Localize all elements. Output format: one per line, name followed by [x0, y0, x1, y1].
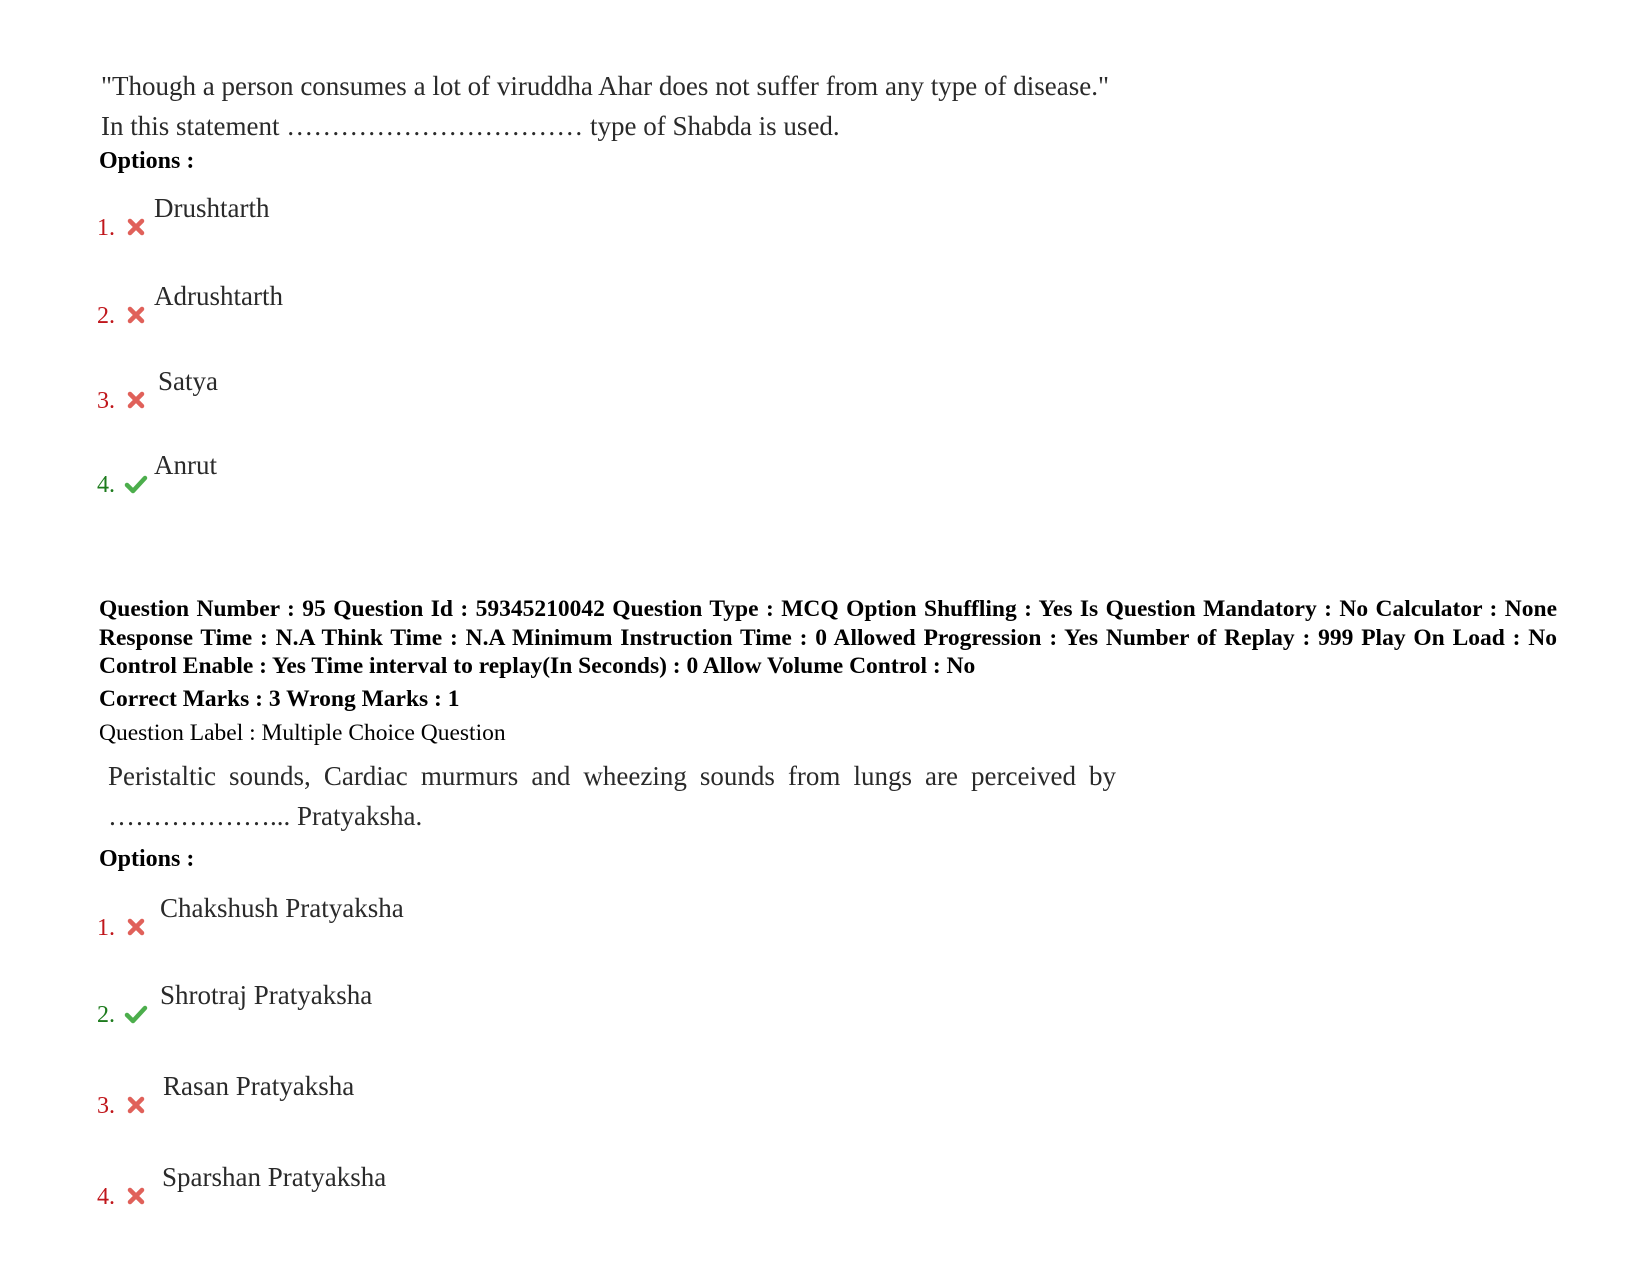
option-text: Chakshush Pratyaksha	[160, 893, 404, 923]
option-number: 4.	[97, 1184, 115, 1210]
marks-line: Correct Marks : 3 Wrong Marks : 1	[99, 686, 460, 712]
question-text: "Though a person consumes a lot of viruddha Ahar does not suffer from any type of disease." In this statement …………………………… type of Shabda is used.	[101, 71, 1109, 141]
option-text: Anrut	[154, 450, 217, 480]
option-text: Shrotraj Pratyaksha	[160, 980, 373, 1010]
cross-icon	[124, 303, 148, 327]
option-text: Sparshan Pratyaksha	[162, 1162, 387, 1192]
options-heading: Options :	[99, 148, 195, 174]
option-4	[97, 1162, 697, 1212]
check-icon	[124, 472, 148, 496]
check-icon	[124, 1002, 148, 1026]
question-text: Peristaltic sounds, Cardiac murmurs and wheezing sounds from lungs are perceived by ………………... Pratyaksha.	[108, 761, 1116, 831]
option-number: 2.	[97, 303, 115, 329]
option-number: 1.	[97, 215, 115, 241]
option-number: 4.	[97, 472, 115, 498]
option-number: 1.	[97, 915, 115, 941]
option-2	[97, 281, 697, 331]
option-text: Rasan Pratyaksha	[163, 1071, 355, 1101]
option-3	[97, 1071, 697, 1121]
option-number: 3.	[97, 1093, 115, 1119]
cross-icon	[124, 388, 148, 412]
question-label: Question Label : Multiple Choice Question	[99, 720, 506, 746]
option-2	[97, 980, 697, 1030]
cross-icon	[124, 915, 148, 939]
option-1	[97, 193, 697, 243]
option-number: 2.	[97, 1002, 115, 1028]
option-4	[97, 450, 697, 500]
cross-icon	[124, 215, 148, 239]
option-1	[97, 893, 697, 943]
option-number: 3.	[97, 388, 115, 414]
question-meta: Question Number : 95 Question Id : 59345210042 Question Type : MCQ Option Shuffling : Yes Is Question Mandatory : No Calculator : None Response Time : N.A Think Time : N.A Minimum Instruction Time : 0 Allowed Progression : Yes Number of Replay : 999 Play On Load : No Control Enable : Yes Time interval to replay(In Seconds) : 0 Allow Volume Control : No	[99, 596, 1557, 679]
cross-icon	[124, 1093, 148, 1117]
options-heading: Options :	[99, 846, 195, 872]
option-text: Drushtarth	[154, 193, 270, 223]
option-text: Adrushtarth	[154, 281, 283, 311]
cross-icon	[124, 1184, 148, 1208]
option-3	[97, 366, 697, 416]
option-text: Satya	[158, 366, 218, 396]
